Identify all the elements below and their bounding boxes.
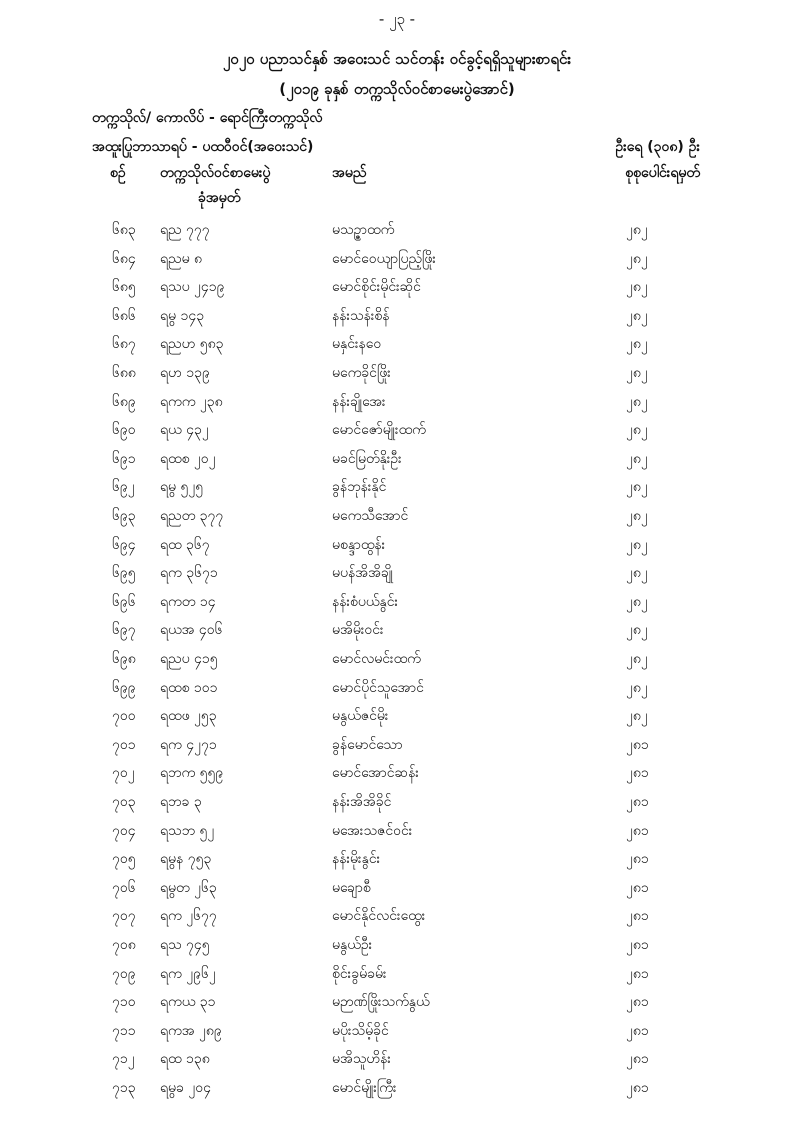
- row-roll-number: ရညမ ၈: [160, 250, 203, 267]
- row-total-marks: ၂၈၂: [626, 479, 648, 496]
- row-name: မောင်ဝေယျာပြည့်ဖြိုး: [332, 250, 436, 267]
- major-label: အထူးပြုဘာသာရပ် - ပထဝီဝင်(အဝေးသင်): [92, 139, 314, 155]
- row-total-marks: ၂၈၁: [626, 937, 649, 953]
- row-name: နန်းစံပယ်နွင်း: [332, 593, 399, 610]
- table-row: [0, 906, 794, 934]
- row-roll-number: ရထ ၃၆၇: [160, 536, 210, 553]
- row-name: မနှင်းနဝေ: [332, 336, 382, 353]
- row-name: မောင်နိုင်လင်းထွေး: [332, 908, 426, 925]
- row-name: မဉာဏ်ဖြိုးသက်နွယ်: [332, 994, 430, 1011]
- row-roll-number: ရက ၂၆၇၇: [160, 908, 217, 925]
- row-name: နန်းချိုအေး: [332, 393, 386, 410]
- row-total-marks: ၂၈၂: [626, 422, 648, 439]
- row-serial: ၆၈၅: [112, 279, 136, 296]
- row-roll-number: ရညဟ ၅၈၃: [160, 336, 224, 353]
- row-serial: ၇၀၃: [112, 794, 136, 810]
- row-total-marks: ၂၈၂: [626, 307, 648, 324]
- row-roll-number: ရမွတ ၂၆၃: [160, 879, 217, 896]
- table-row: [0, 735, 794, 763]
- row-name: မကေသီအောင်: [332, 508, 409, 524]
- row-name: မစန္ဒာထွန်း: [332, 536, 386, 553]
- row-serial: ၆၈၃: [112, 222, 136, 238]
- row-name: မောင်မျိုးကြီး: [332, 1080, 397, 1096]
- row-serial: ၆၈၈: [112, 365, 136, 381]
- row-roll-number: ရက ၄၂၇၁: [160, 736, 217, 753]
- row-roll-number: ရကတ ၁၄: [160, 593, 216, 610]
- row-serial: ၇၁၂: [112, 1051, 135, 1068]
- row-name: မောင်အောင်ဆန်း: [332, 765, 419, 782]
- row-total-marks: ၂၈၂: [626, 593, 648, 610]
- row-total-marks: ၂၈၁: [626, 1080, 649, 1096]
- row-name: မအိသူဟိန်း: [332, 1051, 391, 1068]
- row-serial: ၆၉၆: [112, 593, 136, 610]
- row-serial: ၆၉၂: [112, 479, 135, 496]
- row-serial: ၆၉၁: [112, 450, 136, 467]
- row-name: မခင်မြတ်နိုးဦး: [332, 450, 402, 467]
- row-total-marks: ၂၈၁: [626, 822, 649, 839]
- table-row: [0, 1021, 794, 1049]
- table-row: [0, 420, 794, 448]
- table-row: [0, 1078, 794, 1106]
- table-row: [0, 678, 794, 706]
- header-roll-number-line2: ခုံအမှတ်: [198, 190, 241, 206]
- document-subtitle: (၂၀၁၉ ခုနှစ် တက္ကသိုလ်ဝင်စာမေးပွဲအောင်): [279, 80, 515, 98]
- row-roll-number: ရည ၇၇၇: [160, 222, 210, 238]
- row-name: မနွယ်ဇင်မိုး: [332, 708, 389, 725]
- table-row: [0, 592, 794, 620]
- row-roll-number: ရဘခ ၃: [160, 794, 202, 810]
- row-serial: ၇၀၄: [112, 822, 136, 839]
- row-total-marks: ၂၈၁: [626, 908, 649, 925]
- row-roll-number: ရထဖ ၂၅၃: [160, 708, 217, 725]
- row-serial: ၆၉၀: [112, 422, 136, 439]
- row-total-marks: ၂၈၁: [626, 765, 649, 782]
- row-name: ခွန်မောင်သော: [332, 736, 403, 753]
- table-row: [0, 306, 794, 334]
- row-total-marks: ၂၈၁: [626, 994, 649, 1011]
- table-row: [0, 334, 794, 362]
- total-count: ဦးရေ (၃၀၈) ဦး: [615, 139, 700, 155]
- row-serial: ၇၀၁: [112, 736, 136, 753]
- row-total-marks: ၂၈၂: [626, 622, 648, 639]
- row-serial: ၇၁၀: [112, 994, 136, 1011]
- row-total-marks: ၂၈၂: [626, 708, 648, 725]
- row-serial: ၆၉၃: [112, 508, 136, 524]
- row-serial: ၆၉၇: [112, 622, 136, 639]
- row-roll-number: ရယ ၄၃၂: [160, 422, 209, 439]
- row-roll-number: ရကအ ၂၈၉: [160, 1022, 222, 1039]
- table-row: [0, 563, 794, 591]
- row-total-marks: ၂၈၂: [626, 250, 648, 267]
- row-name: မအေးသဇင်ဝင်း: [332, 822, 413, 839]
- row-total-marks: ၂၈၁: [626, 851, 649, 868]
- table-row: [0, 277, 794, 305]
- row-total-marks: ၂၈၁: [626, 736, 649, 753]
- row-serial: ၇၀၅: [112, 851, 136, 868]
- table-row: [0, 821, 794, 849]
- row-roll-number: ရမွန ၇၅၃: [160, 851, 212, 868]
- row-serial: ၇၀၇: [112, 908, 136, 925]
- row-serial: ၆၉၅: [112, 565, 136, 582]
- row-total-marks: ၂၈၁: [626, 879, 649, 896]
- row-name: စိုင်းခွမ်ခမ်း: [332, 965, 387, 982]
- row-serial: ၇၀၉: [112, 965, 136, 982]
- table-row: [0, 935, 794, 963]
- table-row: [0, 620, 794, 648]
- table-row: [0, 477, 794, 505]
- table-row: [0, 964, 794, 992]
- row-roll-number: ရညတ ၃၇၇: [160, 508, 224, 524]
- row-total-marks: ၂၈၂: [626, 279, 648, 296]
- row-roll-number: ရက ၃၆၇၁: [160, 565, 218, 582]
- row-serial: ၇၀၀: [112, 708, 136, 725]
- row-roll-number: ရမွ ၅၂၅: [160, 479, 204, 496]
- table-row: [0, 363, 794, 391]
- table-row: [0, 535, 794, 563]
- row-total-marks: ၂၈၂: [626, 679, 648, 696]
- table-row: [0, 792, 794, 820]
- row-name: မပန်အိအိချို: [332, 565, 394, 582]
- row-name: မကေခိုင်ဖြိုး: [332, 365, 391, 381]
- table-row: [0, 1049, 794, 1077]
- row-serial: ၇၁၃: [112, 1080, 136, 1096]
- row-roll-number: ရယအ ၄၀၆: [160, 622, 223, 639]
- table-row: [0, 878, 794, 906]
- row-roll-number: ရဟ ၁၃၉: [160, 365, 210, 381]
- header-name: အမည်: [332, 165, 367, 181]
- row-total-marks: ၂၈၂: [626, 365, 648, 381]
- header-total-marks: စုစုပေါင်းရမှတ်: [625, 165, 700, 181]
- header-roll-number: တက္ကသိုလ်ဝင်စာမေးပွဲ: [160, 165, 271, 181]
- row-total-marks: ၂၈၂: [626, 508, 648, 524]
- row-serial: ၇၀၆: [112, 879, 136, 896]
- table-row: [0, 706, 794, 734]
- row-serial: ၆၈၄: [112, 250, 136, 267]
- table-row: [0, 449, 794, 477]
- row-name: မသဉ္ဇာထက်: [332, 222, 395, 238]
- row-name: မပိုးသိမ့်ခိုင်: [332, 1022, 389, 1039]
- document-title: ၂၀၂၀ ပညာသင်နှစ် အဝေးသင် သင်တန်း ဝင်ခွင့်ရရှိသူများစာရင်း: [222, 50, 572, 68]
- table-row: [0, 849, 794, 877]
- row-roll-number: ရသပ ၂၄၁၉: [160, 279, 225, 296]
- row-roll-number: ရကက ၂၃၈: [160, 393, 223, 410]
- row-name: မနွယ်ဦး: [332, 937, 373, 953]
- row-total-marks: ၂၈၁: [626, 794, 649, 810]
- row-name: နန်းသန်းစိန်: [332, 307, 390, 324]
- row-serial: ၆၈၉: [112, 393, 136, 410]
- row-roll-number: ရညပ ၄၁၅: [160, 651, 218, 667]
- row-serial: ၆၉၈: [112, 651, 136, 667]
- row-serial: ၆၉၄: [112, 536, 136, 553]
- row-total-marks: ၂၈၂: [626, 651, 648, 667]
- table-row: [0, 763, 794, 791]
- row-serial: ၆၉၉: [112, 679, 136, 696]
- row-total-marks: ၂၈၂: [626, 222, 648, 238]
- row-serial: ၇၁၁: [112, 1022, 136, 1039]
- row-name: ခွန်ဘုန်းနိုင်: [332, 479, 387, 496]
- row-name: မချောစီ: [332, 879, 371, 896]
- row-serial: ၇၀၂: [112, 765, 135, 782]
- row-total-marks: ၂၈၂: [626, 565, 648, 582]
- row-roll-number: ရဘက ၅၅၉: [160, 765, 224, 782]
- row-roll-number: ရသဘ ၅၂: [160, 822, 215, 839]
- row-serial: ၆၈၆: [112, 307, 136, 324]
- table-row: [0, 220, 794, 248]
- row-total-marks: ၂၈၁: [626, 965, 649, 982]
- row-name: မောင်လမင်းထက်: [332, 651, 421, 667]
- row-roll-number: ရက ၂၉၆၂: [160, 965, 216, 982]
- header-serial: စဉ်: [110, 165, 126, 181]
- row-total-marks: ၂၈၁: [626, 1022, 649, 1039]
- table-row: [0, 392, 794, 420]
- row-roll-number: ရထစ ၁၀၁: [160, 679, 218, 696]
- row-roll-number: ရကယ ၃၁: [160, 994, 216, 1011]
- row-name: နန်းအိအိခိုင်: [332, 794, 392, 810]
- table-row: [0, 249, 794, 277]
- row-roll-number: ရမွ ၁၄၃: [160, 307, 205, 324]
- row-name: မောင်ဇော်မျိုးထက်: [332, 422, 426, 439]
- row-name: နန်းမိုးနွင်း: [332, 851, 381, 868]
- page-number: - ၂၃ -: [378, 10, 416, 28]
- table-row: [0, 649, 794, 677]
- row-total-marks: ၂၈၂: [626, 450, 648, 467]
- row-name: မအိမိုးဝင်း: [332, 622, 384, 639]
- row-name: မောင်ပိုင်သူအောင်: [332, 679, 424, 696]
- row-roll-number: ရမွခ ၂၀၄: [160, 1080, 211, 1096]
- row-name: မောင်စိုင်းမိုင်းဆိုင်: [332, 279, 421, 296]
- row-total-marks: ၂၈၂: [626, 336, 648, 353]
- row-total-marks: ၂၈၂: [626, 393, 648, 410]
- row-serial: ၇၀၈: [112, 937, 136, 953]
- row-total-marks: ၂၈၂: [626, 536, 648, 553]
- row-total-marks: ၂၈၁: [626, 1051, 649, 1068]
- table-row: [0, 992, 794, 1020]
- university-label: တက္ကသိုလ်/ ကောလိပ် - ရောင်ကြီးတက္ကသိုလ်: [92, 110, 323, 126]
- row-roll-number: ရထ ၁၃၈: [160, 1051, 210, 1068]
- row-roll-number: ရထစ ၂၀၂: [160, 450, 216, 467]
- row-serial: ၆၈၇: [112, 336, 136, 353]
- row-roll-number: ရသ ၇၄၅: [160, 937, 210, 953]
- table-row: [0, 506, 794, 534]
